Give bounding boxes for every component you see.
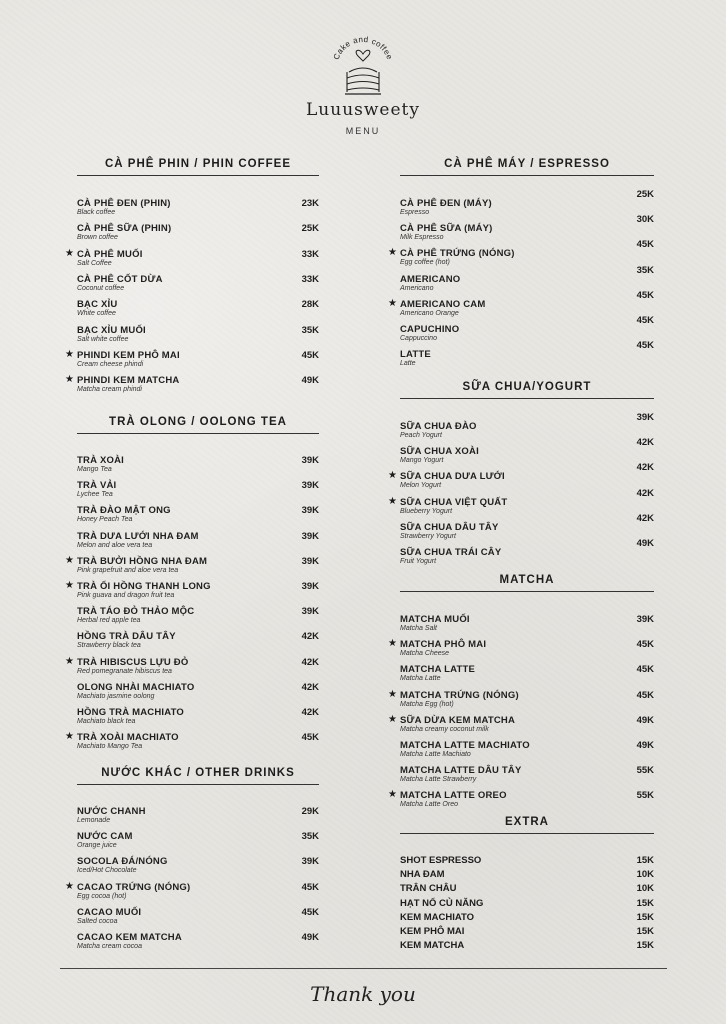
item-name: CÀ PHÊ SỮA (PHIN) [77, 223, 172, 235]
item-price: 42K [636, 462, 654, 474]
menu-item [65, 655, 319, 676]
menu-item [388, 638, 654, 658]
item-subtitle: Black coffee [77, 209, 116, 216]
extra-item [400, 883, 654, 894]
item-subtitle: Espresso [400, 209, 430, 216]
item-price: 45K [636, 239, 654, 251]
item-subtitle: Americano Orange [400, 309, 459, 317]
item-name: SỮA CHUA XOÀI [400, 446, 479, 458]
item-name: PHINDI KEM PHÔ MAI [77, 349, 180, 361]
item-price: 35K [636, 264, 654, 276]
menu-item [400, 522, 654, 541]
menu-item [400, 349, 654, 368]
item-price: 42K [636, 512, 654, 524]
item-name: CACAO TRỨNG (NÓNG) [77, 881, 191, 893]
menu-item [77, 531, 319, 550]
menu-item [400, 421, 654, 440]
menu-item [388, 688, 654, 709]
item-subtitle: Matcha Latte Oreo [400, 801, 458, 809]
item-subtitle: Blueberry Yogurt [400, 507, 453, 515]
item-name: SỮA CHUA ĐÀO [400, 421, 477, 432]
menu-item [400, 274, 654, 293]
item-subtitle: Matcha Salt [400, 625, 437, 632]
section-title: CÀ PHÊ PHIN / PHIN COFFEE [77, 158, 319, 176]
item-price: 10K [636, 883, 654, 895]
menu-item [400, 198, 654, 217]
item-subtitle: White coffee [77, 310, 116, 318]
item-price: 10K [636, 869, 654, 881]
item-subtitle: Matcha Cheese [400, 650, 450, 658]
item-subtitle: Mango Tea [77, 466, 112, 473]
oolong-tea-section [65, 416, 319, 751]
item-subtitle: Salt Coffee [77, 259, 112, 267]
item-name: LATTE [400, 349, 431, 361]
item-subtitle: Iced/Hot Chocolate [77, 867, 137, 875]
item-name: CÀ PHÊ ĐEN (MÁY) [400, 198, 492, 209]
star-icon: ★ [388, 638, 397, 650]
item-price: 15K [636, 897, 654, 909]
item-price: 35K [301, 324, 319, 336]
item-name: TRÀ XOÀI MACHIATO [77, 732, 179, 744]
item-subtitle: Salt white coffee [77, 335, 129, 343]
item-name: MATCHA TRỨNG (NÓNG) [400, 689, 519, 701]
item-subtitle: Machiato jasmine oolong [77, 692, 155, 700]
item-name: NƯỚC CHANH [77, 806, 146, 817]
extra-item [400, 855, 654, 866]
item-price: 39K [301, 555, 319, 567]
menu-item [77, 932, 319, 951]
item-price: 39K [301, 505, 319, 517]
item-name: SHOT ESPRESSO [400, 855, 482, 866]
item-price: 15K [636, 911, 654, 923]
item-subtitle: Machiato black tea [77, 718, 136, 725]
item-price: 49K [636, 714, 654, 726]
cake-logo-icon [323, 28, 403, 100]
item-price: 45K [301, 881, 319, 893]
item-price: 45K [636, 689, 654, 701]
item-subtitle: Matcha Latte Strawberry [400, 776, 477, 784]
brand-name: Luuusweety [306, 100, 420, 120]
item-name: MATCHA LATTE [400, 664, 476, 676]
thank-you-text: Thank you [310, 982, 416, 1006]
item-price: 42K [301, 681, 319, 693]
item-name: MATCHA MUỐI [400, 614, 470, 625]
menu-item [77, 480, 319, 499]
star-icon: ★ [65, 731, 74, 743]
star-icon: ★ [65, 554, 74, 566]
item-subtitle: Honey Peach Tea [77, 516, 133, 524]
item-price: 39K [301, 530, 319, 542]
extra-item [400, 940, 654, 951]
extra-section [400, 816, 654, 952]
star-icon: ★ [388, 713, 397, 725]
item-price: 42K [301, 631, 319, 643]
extra-item [400, 926, 654, 937]
item-subtitle: Machiato Mango Tea [77, 743, 143, 751]
item-subtitle: Matcha Latte Machiato [400, 751, 471, 758]
item-price: 45K [636, 315, 654, 326]
item-subtitle: Matcha Egg (hot) [400, 700, 454, 708]
item-name: CÀ PHÊ SỮA (MÁY) [400, 223, 493, 235]
item-subtitle: Herbal red apple tea [77, 617, 141, 625]
item-name: AMERICANO CAM [400, 298, 486, 310]
item-name: CAPUCHINO [400, 324, 460, 335]
item-name: HỒNG TRÀ DÂU TÂY [77, 631, 176, 643]
menu-item [65, 580, 319, 600]
yogurt-section [388, 381, 654, 565]
item-price: 25K [301, 223, 319, 235]
section-title: CÀ PHÊ MÁY / ESPRESSO [400, 158, 654, 176]
menu-item [65, 348, 319, 369]
item-subtitle: Salted cocoa [77, 917, 118, 925]
menu-item [65, 731, 319, 751]
item-name: KEM MATCHA [400, 940, 465, 952]
item-subtitle: Matcha cream phindi [77, 386, 142, 394]
espresso-section [388, 158, 654, 368]
section-title: NƯỚC KHÁC / OTHER DRINKS [77, 767, 319, 785]
item-price: 35K [301, 831, 319, 843]
item-subtitle: Matcha cream cocoa [77, 943, 142, 950]
item-name: TRÀ XOÀI [77, 455, 124, 466]
star-icon: ★ [388, 495, 397, 507]
menu-item [65, 374, 319, 394]
menu-item [388, 297, 654, 318]
item-price: 42K [301, 656, 319, 668]
menu-item [77, 856, 319, 875]
menu-item [77, 198, 319, 217]
extra-item [400, 869, 654, 880]
item-price: 39K [301, 581, 319, 592]
item-price: 39K [301, 480, 319, 492]
star-icon: ★ [65, 655, 74, 667]
item-name: SỮA CHUA DÂU TÂY [400, 521, 499, 533]
item-subtitle: Melon and aloe vera tea [77, 541, 153, 549]
item-subtitle: Egg cocoa (hot) [77, 892, 127, 900]
menu-item [77, 707, 319, 726]
item-name: CÀ PHÊ TRỨNG (NÓNG) [400, 248, 515, 260]
item-price: 39K [301, 856, 319, 868]
item-price: 45K [636, 639, 654, 651]
menu-item [400, 664, 654, 683]
item-price: 33K [301, 273, 319, 285]
item-price: 45K [301, 349, 319, 361]
item-price: 39K [301, 455, 319, 466]
item-name: SỮA CHUA DƯA LƯỚI [400, 471, 505, 483]
menu-item [77, 455, 319, 474]
menu-item [400, 765, 654, 784]
star-icon: ★ [65, 247, 74, 259]
menu-item [77, 806, 319, 825]
star-icon: ★ [388, 470, 397, 482]
item-name: CÀ PHÊ CỐT DỪA [77, 273, 163, 285]
menu-label: MENU [345, 126, 381, 136]
item-subtitle: Strawberry Yogurt [400, 532, 456, 540]
item-name: CÀ PHÊ MUỐI [77, 248, 143, 260]
item-price: 49K [636, 740, 654, 751]
item-price: 39K [636, 614, 654, 625]
item-subtitle: Pink guava and dragon fruit tea [77, 592, 175, 599]
item-name: TRÀ ỔI HỒNG THANH LONG [77, 581, 211, 592]
item-subtitle: Cream cheese phindi [77, 360, 144, 368]
item-subtitle: Strawberry black tea [77, 642, 141, 650]
footer-divider [60, 968, 667, 969]
item-name: TRÀ BƯỞI HỒNG NHA ĐAM [77, 555, 208, 567]
item-subtitle: Coconut coffee [77, 284, 125, 292]
menu-item [77, 505, 319, 524]
item-subtitle: Lemonade [77, 817, 111, 824]
item-price: 45K [301, 906, 319, 918]
menu-item [388, 495, 654, 516]
item-subtitle: Matcha creamy coconut milk [400, 725, 489, 733]
item-price: 33K [301, 248, 319, 260]
menu-item [77, 631, 319, 650]
item-price: 45K [301, 732, 319, 744]
item-name: HỒNG TRÀ MACHIATO [77, 707, 185, 718]
logo-arc-text: Cake and coffee [331, 34, 395, 62]
item-name: CACAO KEM MATCHA [77, 932, 182, 943]
item-subtitle: Red pomegranate hibiscus tea [77, 667, 172, 675]
menu-item [388, 789, 654, 809]
menu-item [77, 299, 319, 318]
item-name: SỮA CHUA TRÁI CÂY [400, 547, 502, 558]
item-price: 15K [636, 926, 654, 937]
extra-item [400, 898, 654, 909]
item-name: TRÂN CHÂU [400, 883, 457, 895]
item-price: 45K [636, 340, 654, 352]
menu-item [77, 831, 319, 850]
item-subtitle: Americano [400, 284, 434, 292]
menu-item [400, 446, 654, 465]
star-icon: ★ [65, 348, 74, 360]
item-name: BẠC XỈU [77, 299, 118, 311]
menu-item [400, 547, 654, 566]
menu-item [77, 606, 319, 625]
menu-item [77, 682, 319, 701]
extra-item [400, 912, 654, 923]
item-subtitle: Peach Yogurt [400, 432, 442, 439]
item-price: 39K [301, 606, 319, 618]
item-price: 23K [301, 198, 319, 209]
item-price: 39K [636, 412, 654, 423]
item-price: 49K [301, 932, 319, 943]
item-price: 55K [636, 790, 654, 802]
item-price: 45K [636, 289, 654, 301]
menu-item [65, 247, 319, 268]
item-name: MATCHA LATTE MACHIATO [400, 740, 530, 751]
matcha-section [388, 574, 654, 809]
menu-item [400, 740, 654, 759]
item-name: KEM PHÔ MAI [400, 926, 465, 937]
item-price: 49K [301, 375, 319, 387]
menu-item [400, 223, 654, 242]
item-subtitle: Latte [400, 360, 416, 368]
item-name: TRÀ TÁO ĐỎ THẢO MỘC [77, 606, 195, 618]
item-price: 49K [636, 538, 654, 549]
item-name: CÀ PHÊ ĐEN (PHIN) [77, 198, 171, 209]
item-name: MATCHA LATTE DÂU TÂY [400, 765, 522, 777]
item-name: SỮA CHUA VIỆT QUẤT [400, 496, 508, 508]
section-title: MATCHA [400, 574, 654, 592]
star-icon: ★ [388, 247, 397, 259]
item-name: TRÀ VẢI [77, 480, 117, 492]
section-title: TRÀ OLONG / OOLONG TEA [77, 416, 319, 434]
item-subtitle: Matcha Latte [400, 675, 441, 683]
item-name: PHINDI KEM MATCHA [77, 375, 180, 387]
item-name: MATCHA LATTE OREO [400, 790, 507, 802]
menu-item [77, 274, 319, 293]
menu-item [77, 325, 319, 344]
item-name: TRÀ ĐÀO MẬT ONG [77, 505, 171, 517]
item-price: 55K [636, 765, 654, 777]
menu-item [400, 324, 654, 343]
star-icon: ★ [388, 297, 397, 309]
item-subtitle: Melon Yogurt [400, 482, 442, 490]
item-name: SỮA DỪA KEM MATCHA [400, 714, 516, 726]
item-name: KEM MACHIATO [400, 911, 475, 923]
item-name: SOCOLA ĐÁ/NÓNG [77, 856, 168, 868]
item-subtitle: Fruit Yogurt [400, 558, 437, 565]
item-name: NHA ĐAM [400, 869, 445, 881]
menu-item [65, 880, 319, 901]
item-price: 25K [636, 189, 654, 200]
item-price: 15K [636, 940, 654, 952]
item-price: 42K [636, 437, 654, 449]
item-name: MATCHA PHÔ MAI [400, 639, 487, 651]
star-icon: ★ [65, 374, 74, 386]
item-subtitle: Lychee Tea [77, 491, 113, 499]
item-subtitle: Mango Yogurt [400, 457, 444, 465]
star-icon: ★ [65, 580, 74, 591]
item-name: HẠT NỔ CỦ NĂNG [400, 897, 484, 909]
item-name: TRÀ HIBISCUS LỰU ĐỎ [77, 656, 189, 668]
item-price: 42K [636, 487, 654, 499]
section-title: SỮA CHUA/YOGURT [400, 381, 654, 399]
item-name: NƯỚC CAM [77, 831, 133, 843]
item-subtitle: Egg coffee (hot) [400, 259, 450, 267]
star-icon: ★ [65, 880, 74, 892]
item-subtitle: Orange juice [77, 842, 117, 850]
svg-text:Cake and coffee [332, 35, 395, 61]
section-title: EXTRA [400, 816, 654, 834]
item-name: AMERICANO [400, 273, 461, 285]
menu-item [388, 713, 654, 734]
item-subtitle: Pink grapefruit and aloe vera tea [77, 566, 179, 574]
item-price: 28K [301, 299, 319, 311]
menu-item [388, 247, 654, 267]
item-name: CACAO MUỐI [77, 906, 142, 918]
item-price: 42K [301, 707, 319, 718]
phin-coffee-section [65, 158, 319, 394]
star-icon: ★ [388, 688, 397, 700]
star-icon: ★ [388, 789, 397, 801]
item-name: TRÀ DƯA LƯỚI NHA ĐAM [77, 530, 199, 542]
logo [0, 28, 726, 136]
item-subtitle: Milk Espresso [400, 234, 444, 242]
other-drinks-section [65, 767, 319, 950]
item-price: 29K [301, 806, 319, 817]
menu-item [77, 223, 319, 242]
item-price: 15K [636, 855, 654, 866]
item-name: BẠC XỈU MUỐI [77, 324, 146, 336]
menu-item [388, 470, 654, 490]
item-price: 45K [636, 664, 654, 676]
item-name: OLONG NHÀI MACHIATO [77, 681, 195, 693]
menu-item [65, 554, 319, 575]
menu-item [77, 907, 319, 926]
menu-item [400, 614, 654, 633]
item-subtitle: Brown coffee [77, 234, 118, 242]
item-subtitle: Cappuccino [400, 335, 437, 342]
item-price: 30K [636, 214, 654, 226]
